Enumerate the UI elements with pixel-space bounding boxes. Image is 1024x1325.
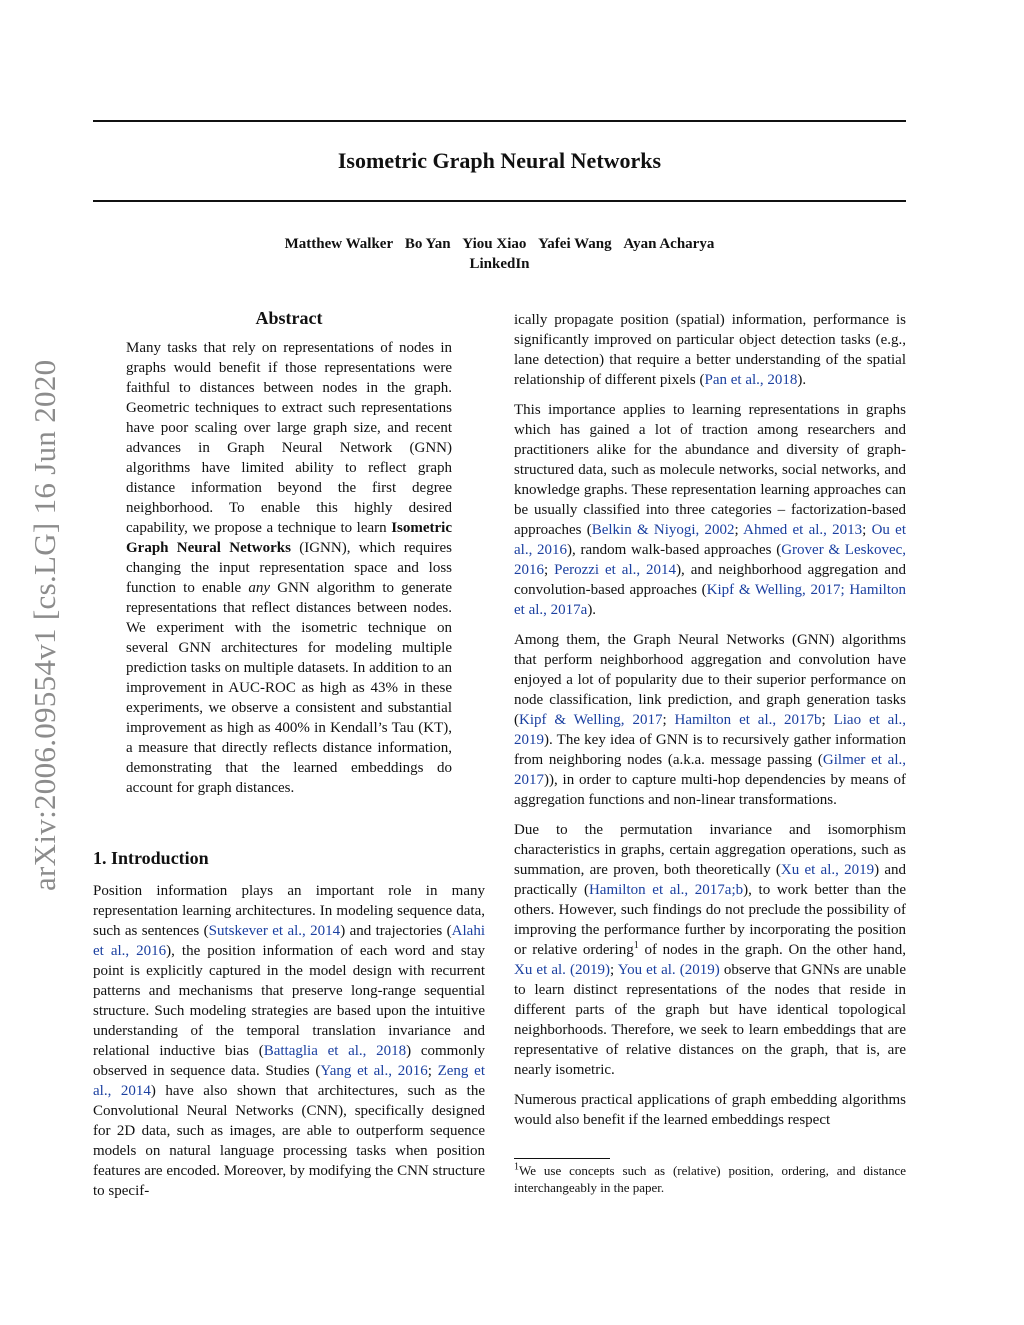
right-column	[514, 310, 906, 1130]
abstract-heading: Abstract	[255, 308, 323, 328]
citation-link[interactable]: Xu et al., 2019	[780, 862, 875, 878]
footnote-marker[interactable]: 1	[633, 940, 639, 951]
citation-link[interactable]: Battaglia et al., 2018	[263, 1043, 407, 1059]
citation-link[interactable]: Liao et al., 2019	[514, 712, 907, 748]
section-heading-introduction: 1. Introduction	[93, 848, 209, 868]
citation-link[interactable]: Kipf & Welling, 2017; Hamilton et al., 2017a	[514, 582, 906, 618]
intro-paragraph: Position information plays an important role in many representation learning architectures. In modeling sequence data, such as sentences (Sutskever et al., 2014) and trajectories (Alahi et al., 2016), the position information of each word and stay point is explicitly captured in the model design with recurrent patterns and mechanisms that preserve long-range sequential structure. Such modeling strategies are based upon the intuitive understanding of the temporal translation invariance and relational inductive bias (Battaglia et al., 2018) commonly observed in sequence data. Studies (Yang et al., 2016; Zeng et al., 2014) have also shown that architectures, such as the Convolutional Neural Networks (CNN), specifically designed for 2D data, such as images, are able to outperform sequence models on natural language processing tasks when position features are encoded. Moreover, by modifying the CNN structure to specif-	[93, 883, 486, 1199]
citation-link[interactable]: Zeng et al., 2014	[93, 1063, 485, 1099]
title-top-rule	[93, 120, 906, 122]
citation-link[interactable]: Ou et al., 2016	[514, 522, 906, 558]
citation-link[interactable]: Hamilton et al., 2017a;b	[588, 882, 744, 898]
paragraph: Numerous practical applications of graph embedding algorithms would also benefit if the learned embeddings respect	[514, 1092, 906, 1128]
method-name: Isometric Graph Neural Networks	[126, 520, 452, 556]
paragraph: Among them, the Graph Neural Networks (GNN) algorithms that perform neighborhood aggregation and convolution have enjoyed a lot of popularity due to their superior performance on node classification, link prediction, and graph generation tasks (Kipf & Welling, 2017; Hamilton et al., 2017b; Liao et al., 2019). The key idea of GNN is to recursively gather information from neighboring nodes (a.k.a. message passing (Gilmer et al., 2017)), in order to capture multi-hop dependencies by means of aggregation functions and non-linear transformations.	[514, 632, 907, 808]
citation-link[interactable]: Kipf & Welling, 2017	[519, 712, 663, 728]
citation-link[interactable]: Perozzi et al., 2014	[554, 562, 677, 578]
paragraph: ically propagate position (spatial) information, performance is significantly improved on particular object detection tasks (e.g., lane detection) that require a better understanding of the spatial relationship of different pixels (Pan et al., 2018).	[514, 312, 906, 388]
paragraph: This importance applies to learning representations in graphs which has gained a lot of traction among researchers and practitioners alike for the abundance and diversity of graph-structured data, such as molecule networks, social networks, and knowledge graphs. These representation learning approaches can be usually classified into three categories – factorization-based approaches (Belkin & Niyogi, 2002; Ahmed et al., 2013; Ou et al., 2016), random walk-based approaches (Grover & Leskovec, 2016; Perozzi et al., 2014), and neighborhood aggregation and convolution-based approaches (Kipf & Welling, 2017; Hamilton et al., 2017a).	[514, 402, 907, 618]
arxiv-identifier: arXiv:2006.09554v1 [cs.LG] 16 Jun 2020	[27, 360, 62, 892]
citation-link[interactable]: Alahi et al., 2016	[93, 923, 485, 959]
citation-link[interactable]: Ahmed et al., 2013	[743, 522, 863, 538]
author-name: Bo Yan	[404, 236, 451, 252]
footnote-number: 1	[514, 1161, 519, 1173]
author-block	[93, 234, 906, 274]
title-bottom-rule	[93, 200, 906, 202]
citation-link[interactable]: Sutskever et al., 2014	[208, 923, 341, 939]
citation-link[interactable]: Xu et al. (2019)	[514, 962, 611, 978]
author-name: Yafei Wang	[538, 236, 612, 252]
author-name: Yiou Xiao	[462, 236, 527, 252]
abstract-text: Many tasks that rely on representations of nodes in graphs would benefit if those representations were faithful to distances between nodes in the graph. Geometric techniques to extract such representations have poor scaling over large graph size, and recent advances in Graph Neural Network (GNN) algorithms have limited ability to reflect graph distance information beyond the first degree neighborhood. To enable this highly desired capability, we propose a technique to learn Isometric Graph Neural Networks (IGNN), which requires changing the input representation space and loss function to enable any GNN algorithm to generate representations that reflect distances between nodes. We experiment with the isometric technique on several GNN architectures for modeling multiple prediction tasks on multiple datasets. In addition to an improvement in AUC-ROC as high as 43% in these experiments, we observe a consistent and substantial improvement as high as 400% in Kendall’s Tau (KT), a measure that directly reflects distance information, demonstrating that the learned embeddings do account for graph distances.	[126, 340, 453, 796]
citation-link[interactable]: Grover & Leskovec, 2016	[514, 542, 907, 578]
footnote-rule	[514, 1158, 610, 1159]
author-list	[93, 234, 906, 254]
affiliation: LinkedIn	[469, 256, 530, 272]
citation-link[interactable]: Pan et al., 2018	[704, 372, 798, 388]
citation-link[interactable]: You et al. (2019)	[617, 962, 720, 978]
citation-link[interactable]: Yang et al., 2016	[320, 1063, 428, 1079]
footnote: $^1$We use concepts such as (relative) position, ordering, and distance interchangeably in the paper.	[514, 1161, 906, 1195]
citation-link[interactable]: Belkin & Niyogi, 2002	[591, 522, 735, 538]
citation-link[interactable]: Hamilton et al., 2017b	[674, 712, 822, 728]
author-name: Matthew Walker	[284, 236, 394, 252]
paper-title: Isometric Graph Neural Networks	[337, 148, 662, 173]
citation-link[interactable]: Gilmer et al., 2017	[514, 752, 907, 788]
author-name: Ayan Acharya	[623, 236, 715, 252]
paragraph: Due to the permutation invariance and isomorphism characteristics in graphs, certain aggregation operations, such as summation, are proven, both theoretically (Xu et al., 2019) and practically (Hamilton et al., 2017a;b), to work better than the others. However, such findings do not preclude the possibility of improving the performance further by incorporating the position or relative ordering$^1$ of nodes in the graph. On the other hand, Xu et al. (2019); You et al. (2019) observe that GNNs are unable to learn distinct representations of the nodes that reside in different parts of the graph but have identical topological neighborhoods. Therefore, we seek to learn embeddings that are representative of relative distances on the graph, that is, are nearly isometric.	[514, 822, 907, 1078]
